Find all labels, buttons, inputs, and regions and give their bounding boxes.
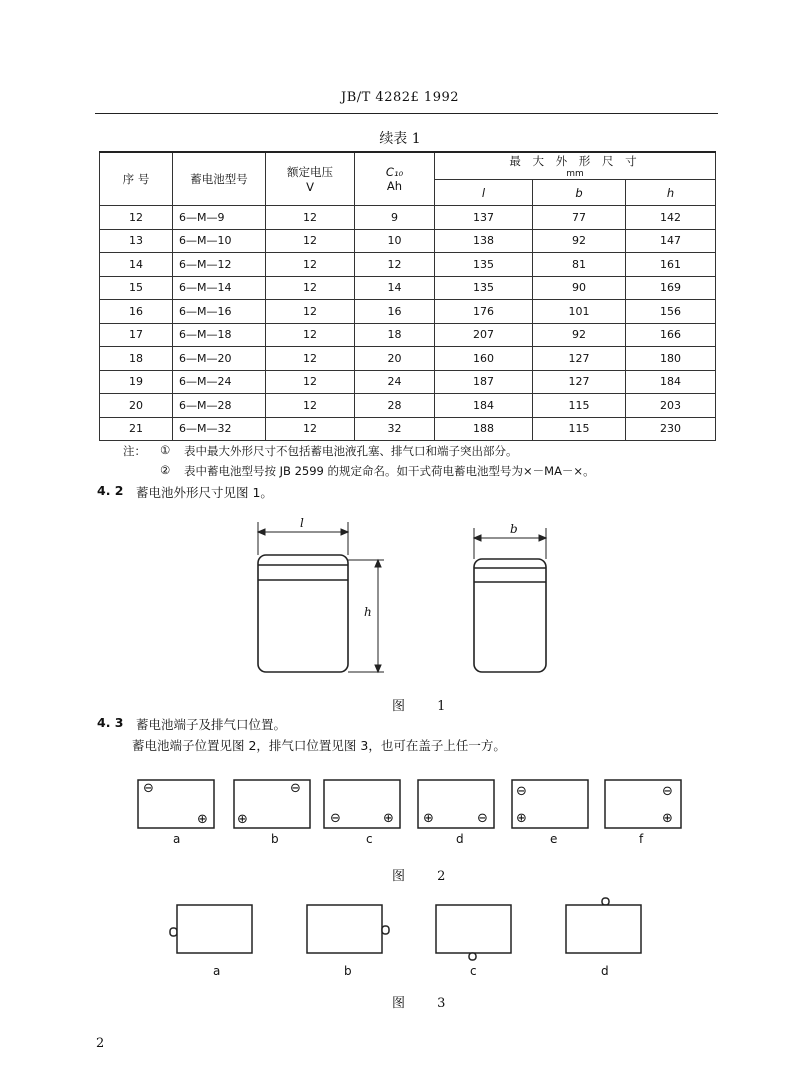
cell-voltage: 12 [266, 394, 355, 418]
table-caption: 续表 1 [379, 131, 421, 147]
negative-terminal-icon: ⊖ [330, 811, 341, 826]
col-header-l: l [435, 180, 533, 206]
fig2-label-a: a [173, 832, 181, 846]
section-4-3-text: 蓄电池端子位置见图 2，排气口位置见图 3，也可在盖子上任一方。 [132, 738, 506, 753]
cell-l: 187 [435, 370, 533, 394]
fig2-label-f: f [639, 832, 644, 846]
dims-unit: mm [566, 169, 584, 179]
col-header-b: b [533, 180, 626, 206]
cell-l: 184 [435, 394, 533, 418]
cell-b: 92 [533, 229, 626, 253]
vent-icon [469, 953, 476, 960]
cell-b: 127 [533, 370, 626, 394]
cell-l: 135 [435, 253, 533, 277]
cell-model: 6—M—16 [173, 300, 266, 324]
cell-seq: 21 [100, 417, 173, 441]
note-1-mark: ① [160, 443, 171, 457]
figure-1-caption: 图 1 [392, 699, 460, 714]
cell-h: 156 [626, 300, 716, 324]
vent-layout-d [566, 905, 641, 953]
vent-layout-c [436, 905, 511, 953]
col-header-seq: 序 号 [100, 152, 173, 206]
cell-voltage: 12 [266, 276, 355, 300]
col-header-h: h [626, 180, 716, 206]
cell-h: 147 [626, 229, 716, 253]
cell-model: 6—M—10 [173, 229, 266, 253]
cell-h: 203 [626, 394, 716, 418]
positive-terminal-icon: ⊕ [383, 811, 394, 826]
cell-voltage: 12 [266, 229, 355, 253]
cell-l: 138 [435, 229, 533, 253]
cell-model: 6—M—24 [173, 370, 266, 394]
cell-h: 142 [626, 206, 716, 230]
cell-model: 6—M—12 [173, 253, 266, 277]
cell-seq: 14 [100, 253, 173, 277]
dim-l-label: l [300, 516, 304, 530]
positive-terminal-icon: ⊕ [516, 811, 527, 826]
cell-l: 176 [435, 300, 533, 324]
fig2-label-c: c [366, 832, 373, 846]
fig3-label-c: c [470, 964, 477, 978]
cell-capacity: 32 [355, 417, 435, 441]
fig3-label-b: b [344, 964, 352, 978]
cell-b: 127 [533, 347, 626, 371]
positive-terminal-icon: ⊕ [237, 812, 248, 827]
cell-model: 6—M—28 [173, 394, 266, 418]
cell-capacity: 9 [355, 206, 435, 230]
cell-h: 230 [626, 417, 716, 441]
fig3-label-a: a [213, 964, 221, 978]
section-4-2-text: 蓄电池外形尺寸见图 1。 [136, 485, 273, 500]
dims-label: 最 大 外 形 尺 寸 [509, 154, 641, 168]
figure-2-caption: 图 2 [392, 869, 460, 884]
vent-layout-b [307, 905, 382, 953]
cell-capacity: 20 [355, 347, 435, 371]
vent-layout-a [177, 905, 252, 953]
voltage-unit: V [306, 180, 314, 194]
standard-number: JB/T 4282£ 1992 [340, 90, 460, 105]
fig2-label-b: b [271, 832, 279, 846]
cell-b: 77 [533, 206, 626, 230]
cell-seq: 18 [100, 347, 173, 371]
cell-b: 92 [533, 323, 626, 347]
cell-l: 160 [435, 347, 533, 371]
positive-terminal-icon: ⊕ [662, 811, 673, 826]
cell-model: 6—M—20 [173, 347, 266, 371]
negative-terminal-icon: ⊖ [477, 811, 488, 826]
cell-l: 188 [435, 417, 533, 441]
fig3-label-d: d [601, 964, 609, 978]
cell-b: 90 [533, 276, 626, 300]
col-header-model: 蓄电池型号 [173, 152, 266, 206]
capacity-label: C₁₀ [385, 165, 404, 179]
cell-voltage: 12 [266, 323, 355, 347]
dim-b-label: b [510, 522, 518, 536]
negative-terminal-icon: ⊖ [290, 781, 301, 796]
positive-terminal-icon: ⊕ [197, 812, 208, 827]
cell-l: 207 [435, 323, 533, 347]
cell-capacity: 12 [355, 253, 435, 277]
voltage-label: 额定电压 [287, 165, 333, 179]
cell-model: 6—M—9 [173, 206, 266, 230]
cell-l: 137 [435, 206, 533, 230]
fig2-label-d: d [456, 832, 464, 846]
section-4-3-number: 4. 3 [97, 715, 124, 730]
cell-h: 180 [626, 347, 716, 371]
negative-terminal-icon: ⊖ [516, 784, 527, 799]
cell-voltage: 12 [266, 206, 355, 230]
cell-h: 184 [626, 370, 716, 394]
cell-model: 6—M—18 [173, 323, 266, 347]
section-4-2-number: 4. 2 [97, 483, 124, 498]
cell-capacity: 14 [355, 276, 435, 300]
fig2-label-e: e [550, 832, 558, 846]
cell-voltage: 12 [266, 300, 355, 324]
negative-terminal-icon: ⊖ [662, 784, 673, 799]
cell-h: 166 [626, 323, 716, 347]
cell-voltage: 12 [266, 370, 355, 394]
cell-h: 169 [626, 276, 716, 300]
cell-b: 115 [533, 394, 626, 418]
note-1: 表中最大外形尺寸不包括蓄电池液孔塞、排气口和端子突出部分。 [184, 444, 518, 458]
cell-capacity: 18 [355, 323, 435, 347]
cell-voltage: 12 [266, 417, 355, 441]
figure-3-caption: 图 3 [392, 996, 460, 1011]
cell-seq: 19 [100, 370, 173, 394]
cell-seq: 13 [100, 229, 173, 253]
capacity-unit: Ah [386, 179, 403, 193]
cell-b: 81 [533, 253, 626, 277]
cell-seq: 15 [100, 276, 173, 300]
note-2: 表中蓄电池型号按 JB 2599 的规定命名。如干式荷电蓄电池型号为×－MA－×。 [184, 464, 595, 478]
cell-h: 161 [626, 253, 716, 277]
dim-h-label: h [364, 605, 372, 619]
cell-voltage: 12 [266, 347, 355, 371]
vent-icon [382, 926, 389, 934]
cell-seq: 17 [100, 323, 173, 347]
cell-capacity: 10 [355, 229, 435, 253]
notes-label: 注： [123, 444, 146, 458]
positive-terminal-icon: ⊕ [423, 811, 434, 826]
note-2-mark: ② [160, 463, 171, 477]
vent-icon [170, 928, 177, 936]
page-number: 2 [96, 1036, 105, 1051]
cell-voltage: 12 [266, 253, 355, 277]
cell-capacity: 16 [355, 300, 435, 324]
cell-model: 6—M—14 [173, 276, 266, 300]
cell-b: 115 [533, 417, 626, 441]
negative-terminal-icon: ⊖ [143, 781, 154, 796]
cell-seq: 16 [100, 300, 173, 324]
cell-model: 6—M—32 [173, 417, 266, 441]
cell-capacity: 28 [355, 394, 435, 418]
cell-seq: 12 [100, 206, 173, 230]
section-4-3-title: 蓄电池端子及排气口位置。 [136, 717, 287, 732]
cell-b: 101 [533, 300, 626, 324]
cell-capacity: 24 [355, 370, 435, 394]
cell-l: 135 [435, 276, 533, 300]
vent-icon [602, 898, 609, 905]
cell-seq: 20 [100, 394, 173, 418]
